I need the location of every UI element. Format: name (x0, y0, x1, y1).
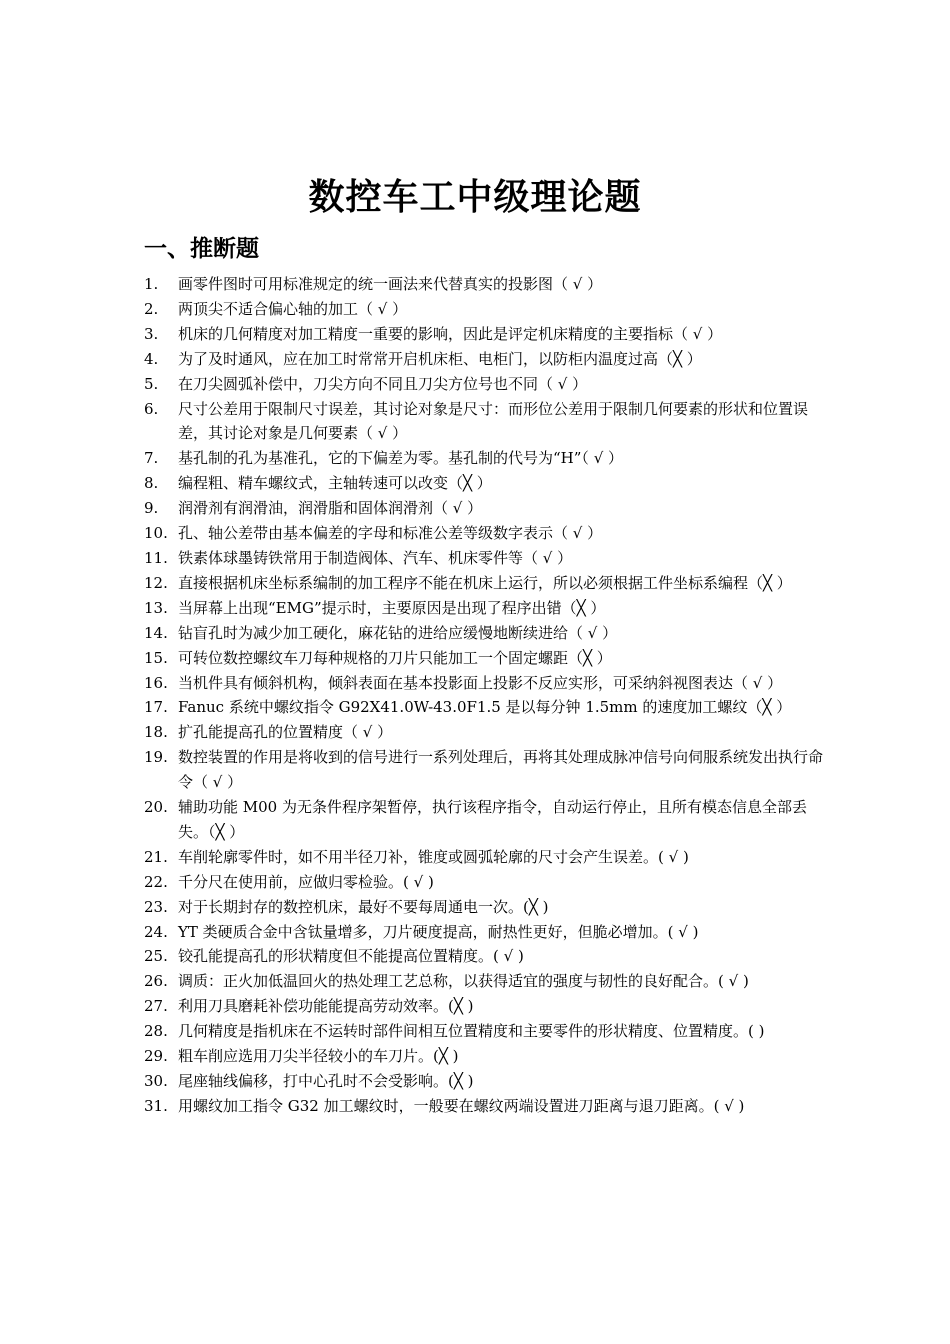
list-item (144, 994, 828, 1019)
question-number: 21. (144, 847, 168, 866)
list-item (144, 1094, 828, 1119)
question-text: 粗车削应选用刀尖半径较小的车刀片。(╳ ) (178, 1047, 459, 1066)
question-text: 当屏幕上出现“EMG”提示时，主要原因是出现了程序出错（╳ ） (178, 598, 606, 617)
question-text: 润滑剂有润滑油，润滑脂和固体润滑剂（ √ ） (178, 499, 483, 518)
question-number: 29. (144, 1047, 168, 1066)
list-item (144, 745, 828, 795)
question-number: 20. (144, 798, 168, 817)
question-text: YT 类硬质合金中含钛量增多，刀片硬度提高，耐热性更好，但脆必增加。( √ ) (178, 922, 699, 941)
question-number: 11. (144, 548, 168, 567)
question-text: 对于长期封存的数控机床，最好不要每周通电一次。(╳ ) (178, 897, 549, 916)
list-item (144, 571, 828, 596)
question-text: 扩孔能提高孔的位置精度（ √ ） (178, 723, 393, 742)
question-number: 24. (144, 922, 168, 941)
question-text: 机床的几何精度对加工精度一重要的影响，因此是评定机床精度的主要指标（ √ ） (178, 324, 723, 343)
question-text: 调质：正火加低温回火的热处理工艺总称，以获得适宜的强度与韧性的良好配合。( √ ) (178, 972, 749, 991)
question-number: 25. (144, 947, 168, 966)
question-text: 尺寸公差用于限制尺寸误差，其讨论对象是尺寸：而形位公差用于限制几何要素的形状和位置误差，其讨论对象是几何要素（ √ ） (178, 399, 809, 443)
list-item (144, 521, 828, 546)
question-text: 当机件具有倾斜机构，倾斜表面在基本投影面上投影不反应实形，可采纳斜视图表达（ √ ） (178, 673, 783, 692)
question-text: 几何精度是指机床在不运转时部件间相互位置精度和主要零件的形状精度、位置精度。( ) (178, 1022, 765, 1041)
question-text: 千分尺在使用前，应做归零检验。( √ ) (178, 872, 434, 891)
list-item (144, 671, 828, 696)
question-text: 画零件图时可用标准规定的统一画法来代替真实的投影图（ √ ） (178, 275, 603, 293)
question-number: 1. (144, 275, 159, 293)
list-item (144, 695, 828, 720)
list-item (144, 496, 828, 521)
question-number: 3. (144, 324, 159, 343)
question-text: 在刀尖圆弧补偿中，刀尖方向不同且刀尖方位号也不同（ √ ） (178, 374, 588, 393)
list-item (144, 895, 828, 920)
question-text: 辅助功能 M00 为无条件程序架暂停，执行该程序指令，自动运行停止，且所有模态信息全部丢失。（╳ ） (178, 798, 807, 841)
list-item (144, 944, 828, 969)
list-item (144, 546, 828, 571)
list-item (144, 471, 828, 496)
question-number: 10. (144, 524, 168, 543)
question-text: 车削轮廓零件时，如不用半径刀补，锥度或圆弧轮廓的尺寸会产生误差。( √ ) (178, 847, 689, 866)
question-text: 为了及时通风，应在加工时常常开启机床柜、电柜门，以防柜内温度过高（╳ ） (178, 349, 702, 368)
page-title: 数控车工中级理论题 (308, 177, 642, 218)
list-item (144, 397, 828, 447)
question-number: 19. (144, 748, 168, 767)
section-heading: 一、推断题 (144, 236, 259, 262)
question-text: 钻盲孔时为减少加工硬化，麻花钻的进给应缓慢地断续进给（ √ ） (178, 623, 618, 642)
question-text: 编程粗、精车螺纹式，主轴转速可以改变（╳ ） (178, 474, 492, 493)
question-number: 31. (144, 1096, 168, 1115)
list-item (144, 1044, 828, 1069)
question-number: 7. (144, 449, 159, 468)
question-number: 6. (144, 399, 159, 418)
list-item (144, 446, 828, 471)
question-text: 利用刀具磨耗补偿功能能提高劳动效率。(╳ ) (178, 997, 474, 1016)
question-text: 直接根据机床坐标系编制的加工程序不能在机床上运行，所以必须根据工件坐标系编程（╳ ） (178, 573, 792, 592)
list-item (144, 297, 828, 322)
question-number: 18. (144, 723, 168, 742)
question-number: 5. (144, 374, 159, 393)
question-number: 30. (144, 1072, 168, 1090)
list-item (144, 920, 828, 945)
question-text: Fanuc 系统中螺纹指令 G92X41.0W-43.0F1.5 是以每分钟 1.5mm 的速度加工螺纹（╳ ） (178, 698, 792, 717)
list-item (144, 372, 828, 397)
question-text: 基孔制的孔为基准孔，它的下偏差为零。基孔制的代号为“H”（ √ ） (178, 449, 624, 468)
list-item (144, 845, 828, 870)
question-text: 铁素体球墨铸铁常用于制造阀体、汽车、机床零件等（ √ ） (178, 548, 573, 567)
question-number: 13. (144, 598, 168, 617)
question-number: 4. (144, 349, 159, 368)
question-number: 27. (144, 997, 168, 1016)
question-text: 用螺纹加工指令 G32 加工螺纹时，一般要在螺纹两端设置进刀距离与退刀距离。( √ ) (178, 1096, 745, 1115)
question-number: 26. (144, 972, 168, 991)
list-item (144, 1069, 828, 1094)
list-item (144, 322, 828, 347)
question-text: 数控装置的作用是将收到的信号进行一系列处理后，再将其处理成脉冲信号向伺服系统发出执行命令（ √ ） (178, 748, 824, 792)
question-number: 22. (144, 872, 168, 891)
question-number: 23. (144, 897, 168, 916)
question-text: 可转位数控螺纹车刀每种规格的刀片只能加工一个固定螺距（╳ ） (178, 648, 612, 667)
question-number: 8. (144, 474, 159, 493)
question-number: 9. (144, 499, 159, 518)
list-item (144, 720, 828, 745)
list-item (144, 969, 828, 994)
question-text: 铰孔能提高孔的形状精度但不能提高位置精度。( √ ) (178, 947, 524, 966)
list-item (144, 596, 828, 621)
question-number: 28. (144, 1022, 168, 1041)
list-item (144, 646, 828, 671)
question-number: 15. (144, 648, 168, 667)
question-text: 尾座轴线偏移，打中心孔时不会受影响。(╳ ) (178, 1072, 474, 1090)
list-item (144, 795, 828, 845)
question-number: 17. (144, 698, 168, 717)
list-item (144, 347, 828, 372)
list-item (144, 621, 828, 646)
question-number: 12. (144, 573, 168, 592)
question-number: 14. (144, 623, 168, 642)
question-number: 16. (144, 673, 168, 692)
question-text: 两顶尖不适合偏心轴的加工（ √ ） (178, 299, 408, 318)
list-item (144, 870, 828, 895)
question-text: 孔、轴公差带由基本偏差的字母和标准公差等级数字表示（ √ ） (178, 524, 603, 543)
question-list (144, 272, 828, 1119)
list-item (144, 272, 828, 297)
list-item (144, 1019, 828, 1044)
question-number: 2. (144, 299, 159, 318)
